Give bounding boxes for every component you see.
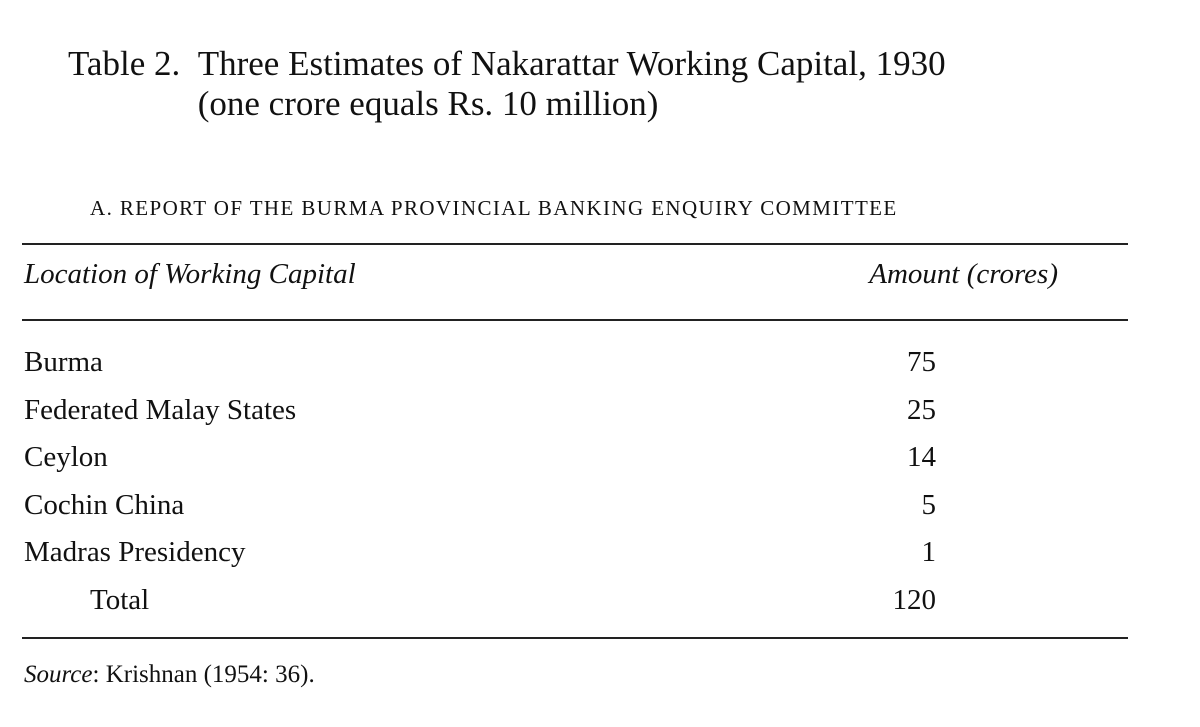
- row-location: Ceylon: [24, 441, 108, 474]
- total-label: Total: [90, 583, 150, 616]
- table-row: [24, 435, 936, 483]
- row-amount: 5: [921, 488, 936, 521]
- table-title-line2: (one crore equals Rs. 10 million): [197, 84, 659, 123]
- column-header-location: Location of Working Capital: [24, 258, 356, 290]
- total-row: [24, 578, 936, 626]
- table-row: [24, 483, 936, 531]
- header-rule: [22, 319, 1128, 321]
- table-body: [24, 340, 936, 626]
- source-text: : Krishnan (1954: 36).: [92, 661, 315, 688]
- table-row: [24, 388, 936, 436]
- source-label: Source: [24, 661, 93, 688]
- table-title-line1: Three Estimates of Nakarattar Working Capital, 1930: [197, 44, 946, 83]
- table-number: Table 2.: [68, 44, 181, 83]
- bottom-rule: [22, 637, 1128, 639]
- table-title: [198, 44, 946, 124]
- source-note: [24, 661, 315, 689]
- row-amount: 25: [907, 393, 936, 426]
- row-location: Cochin China: [24, 488, 185, 521]
- top-rule: [22, 243, 1128, 245]
- table-row: [24, 340, 936, 388]
- row-location: Burma: [24, 346, 103, 378]
- row-location: Madras Presidency: [24, 536, 246, 569]
- total-amount: 120: [892, 583, 936, 616]
- table-row: [24, 530, 936, 578]
- panel-heading: A. REPORT OF THE BURMA PROVINCIAL BANKING ENQUIRY COMMITTEE: [90, 196, 898, 220]
- row-amount: 1: [921, 536, 936, 569]
- column-header-amount: Amount (crores): [869, 258, 1058, 290]
- row-amount: 14: [907, 441, 936, 474]
- row-location: Federated Malay States: [24, 393, 297, 426]
- table-caption: [68, 44, 946, 124]
- row-amount: 75: [907, 346, 936, 378]
